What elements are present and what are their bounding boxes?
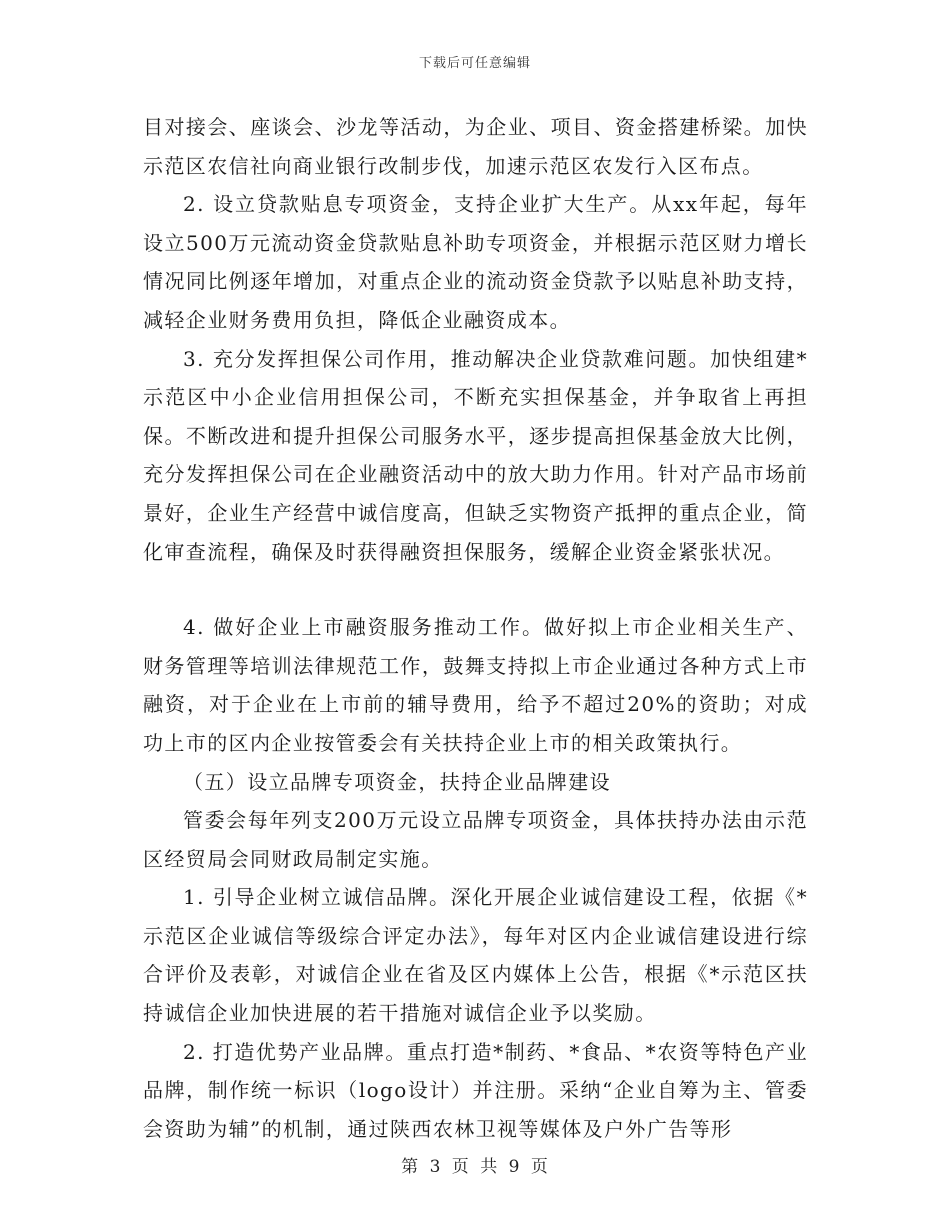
section-heading-five: （五）设立品牌专项资金，扶持企业品牌建设 bbox=[183, 769, 611, 794]
paragraph-item-2-loan-subsidy: 2. 设立贷款贴息专项资金，支持企业扩大生产。从xx年起，每年设立500万元流动资金贷款贴息补助专项资金，并根据示范区财力增长情况同比例逐年增加，对重点企业的流动资金贷款予以贴息补助支持，减轻企业财务费用负担，降低企业融资成本。 bbox=[143, 192, 808, 332]
paragraph-item-4-listing: 4. 做好企业上市融资服务推动工作。做好拟上市企业相关生产、财务管理等培训法律规范工作，鼓舞支持拟上市企业通过各种方式上市融资，对于企业在上市前的辅导费用，给予不超过20%的资助；对成功上市的区内企业按管委会有关扶持企业上市的相关政策执行。 bbox=[143, 615, 808, 755]
paragraph-item-1-integrity-brand: 1. 引导企业树立诚信品牌。深化开展企业诚信建设工程，依据《*示范区企业诚信等级综合评定办法》，每年对区内企业诚信建设进行综合评价及表彰，对诚信企业在省及区内媒体上公告，根据《*示范区扶持诚信企业加快进展的若干措施对诚信企业予以奖励。 bbox=[143, 885, 808, 1026]
page-number: 第 3 页 共 9 页 bbox=[401, 1157, 549, 1177]
paragraph-item-2-industry-brand: 2. 打造优势产业品牌。重点打造*制药、*食品、*农资等特色产业品牌，制作统一标识（logo设计）并注册。采纳“企业自筹为主、管委会资助为辅”的机制，通过陕西农林卫视等媒体及户外广告等形 bbox=[143, 1039, 808, 1141]
document-body bbox=[143, 108, 808, 1148]
paragraph-brand-fund: 管委会每年列支200万元设立品牌专项资金，具体扶持办法由示范区经贸局会同财政局制定实施。 bbox=[143, 808, 808, 871]
paragraph-continuation: 目对接会、座谈会、沙龙等活动，为企业、项目、资金搭建桥梁。加快示范区农信社向商业银行改制步伐，加速示范区农发行入区布点。 bbox=[143, 115, 808, 178]
header-note: 下载后可任意编辑 bbox=[418, 56, 531, 71]
paragraph-item-3-guarantee: 3. 充分发挥担保公司作用，推动解决企业贷款难问题。加快组建*示范区中小企业信用担保公司，不断充实担保基金，并争取省上再担保。不断改进和提升担保公司服务水平，逐步提高担保基金放大比例，充分发挥担保公司在企业融资活动中的放大助力作用。针对产品市场前景好，企业生产经营中诚信度高，但缺乏实物资产抵押的重点企业，简化审查流程，确保及时获得融资担保服务，缓解企业资金紧张状况。 bbox=[143, 346, 808, 564]
